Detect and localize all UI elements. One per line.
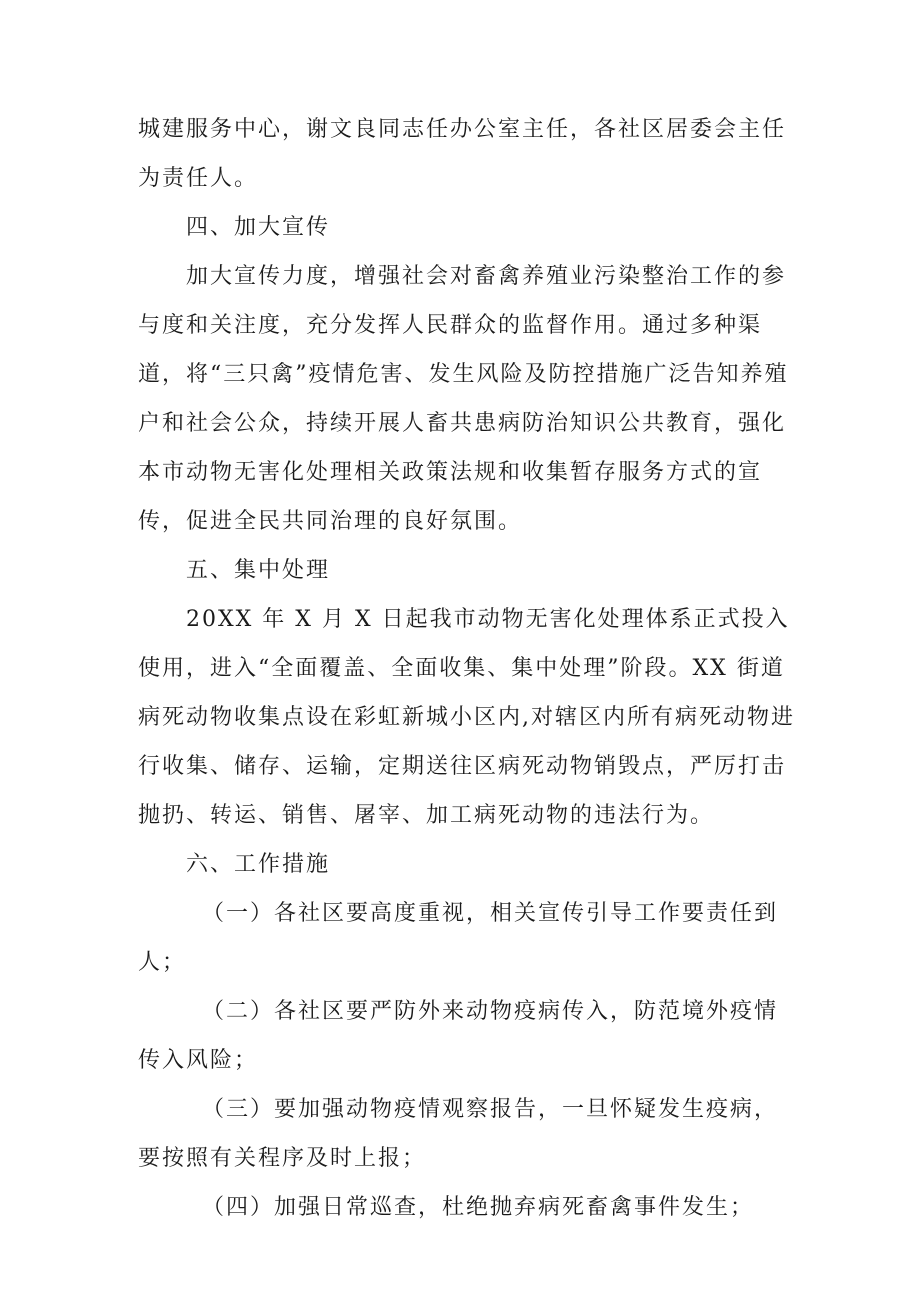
paragraph-publicity: 加大宣传力度，增强社会对畜禽养殖业污染整治工作的参与度和关注度，充分发挥人民群众的监督作用。通过多种渠道，将“三只禽”疫情危害、发生风险及防控措施广泛告知养殖户和社会公众，持续开展人畜共患病防治知识公共教育，强化本市动物无害化处理相关政策法规和收集暂存服务方式的宣传，促进全民共同治理的良好氛围。 xyxy=(138,264,789,534)
measure-item-2: （二）各社区要严防外来动物疫病传入，防范境外疫情传入风险； xyxy=(138,999,779,1073)
measure-item-3: （三）要加强动物疫情观察报告，一旦怀疑发生疫病，要按照有关程序及时上报； xyxy=(138,1097,779,1171)
measure-item-1: （一）各社区要高度重视，相关宣传引导工作要责任到人； xyxy=(138,901,779,975)
section-heading-4: 四、加大宣传 xyxy=(186,215,331,240)
paragraph-continuation: 城建服务中心，谢文良同志任办公室主任，各社区居委会主任为责任人。 xyxy=(138,117,787,191)
paragraph-centralized-processing: 20XX 年 X 月 X 日起我市动物无害化处理体系正式投入使用，进入“全面覆盖、全面收集、集中处理”阶段。XX 街道病死动物收集点设在彩虹新城小区内,对辖区内所有病死动物进行收集、储存、运输，定期送往区病死动物销毁点，严厉打击抛扔、转运、销售、屠宰、加工病死动物的违法行为。 xyxy=(138,607,795,828)
measure-item-4: （四）加强日常巡查，杜绝抛弃病死畜禽事件发生； xyxy=(202,1195,755,1220)
document-body xyxy=(138,105,798,1232)
section-heading-6: 六、工作措施 xyxy=(186,852,331,877)
section-heading-5: 五、集中处理 xyxy=(186,558,331,583)
